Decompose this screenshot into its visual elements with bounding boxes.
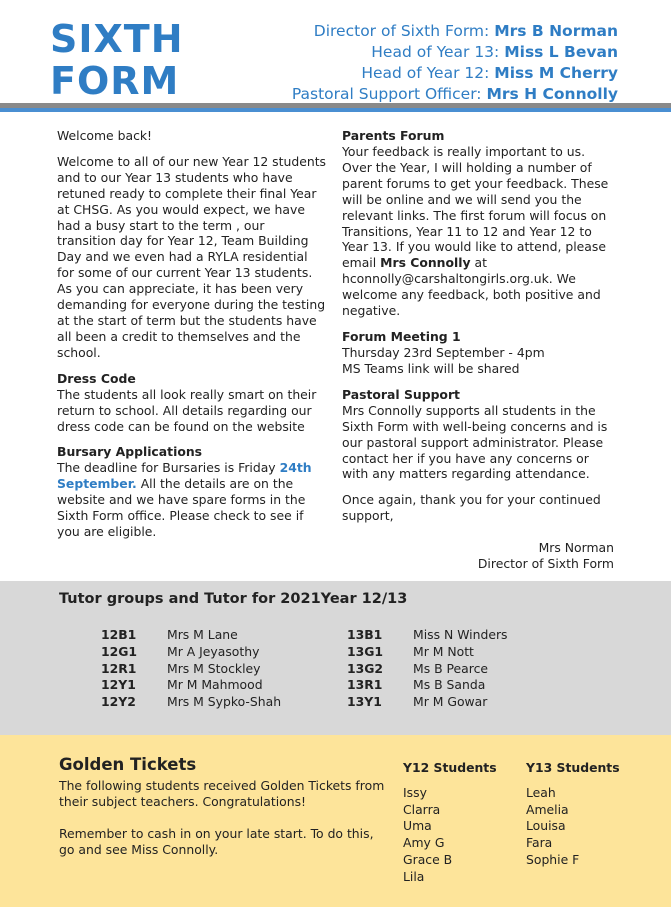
list-item [347, 677, 508, 694]
staff-head-y12 [292, 63, 618, 84]
parents-forum-heading: Parents Forum [342, 128, 445, 143]
list-item: Sophie F [526, 851, 580, 867]
staff-director [292, 21, 618, 42]
staff-role: Head of Year 13: [371, 43, 505, 61]
group-code: 12Y1 [101, 677, 136, 693]
list-item: Clarra [403, 801, 441, 817]
welcome-text: Welcome to all of our new Year 12 students and to our Year 13 students who have retuned ready to complete their final Year at CHSG. As you would expect, we have had a busy start to the term , our transition day for Year 12, Team Building Day and we even had a RYLA residential for some of our current Year 13 students. As you can appreciate, it has been very demanding for everyone during the testing at the start of term but the students have all been a credit to themselves and the school. [57, 153, 327, 360]
tutor-name: Ms B Sanda [413, 677, 486, 693]
group-code: 13Y1 [347, 694, 382, 710]
dress-code-heading: Dress Code [57, 370, 136, 386]
list-item [101, 627, 281, 644]
greeting: Welcome back! [57, 128, 153, 143]
title-line-2: FORM [50, 59, 180, 103]
group-code: 12B1 [101, 627, 137, 642]
staff-name: Mrs H Connolly [486, 85, 618, 103]
tutor-name: Ms B Pearce [413, 660, 489, 676]
list-item: Leah [526, 784, 556, 800]
staff-name: Miss L Bevan [504, 43, 618, 61]
bursary-deadline: 24th September. [57, 460, 312, 492]
y13-heading: Y13 Students [526, 760, 620, 775]
staff-pastoral [292, 84, 618, 105]
header-divider-blue [0, 108, 671, 112]
dress-code-text: The students all look really smart on their return to school. All details regarding our dress code can be found on the website [57, 386, 317, 434]
page-title [50, 18, 184, 102]
list-item: Lila [403, 868, 425, 884]
list-item [101, 677, 281, 694]
group-code: 12R1 [101, 660, 137, 676]
list-item: Uma [403, 818, 432, 834]
tutor-groups-section [0, 581, 671, 735]
parents-text-post: at hconnolly@carshaltongirls.org.uk. We welcome any feedback, both positive and negative. [342, 255, 601, 319]
tutor-name: Mr M Mahmood [167, 677, 263, 693]
list-item [101, 661, 281, 678]
list-item [101, 644, 281, 661]
golden-reminder-text: Remember to cash in on your late start. To do this, go and see Miss Connolly. [59, 826, 374, 857]
signature [342, 540, 614, 572]
list-item: Grace B [403, 851, 453, 867]
golden-tickets-heading: Golden Tickets [59, 755, 197, 774]
staff-name: Mrs B Norman [494, 22, 618, 40]
signature-role: Director of Sixth Form [477, 556, 614, 572]
closing-text: Once again, thank you for your continued support, [342, 492, 601, 524]
list-item [101, 694, 281, 711]
pastoral-heading: Pastoral Support [342, 386, 460, 402]
signature-name: Mrs Norman [538, 540, 614, 556]
group-code: 12G1 [101, 643, 138, 659]
y12-heading: Y12 Students [403, 760, 497, 775]
group-code: 13B1 [347, 627, 383, 642]
list-item: Fara [526, 835, 553, 851]
group-code: 13G1 [347, 643, 384, 659]
list-item [347, 694, 508, 711]
list-item: Issy [403, 784, 427, 800]
y13-students [526, 760, 620, 869]
bursary-heading: Bursary Applications [57, 444, 203, 460]
forum-link-note: MS Teams link will be shared [342, 360, 520, 376]
forum-date: Thursday 23rd September - 4pm [342, 344, 545, 360]
y12-students [403, 760, 497, 886]
left-column [57, 128, 327, 550]
forum-meeting-heading: Forum Meeting 1 [342, 328, 461, 344]
group-code: 13G2 [347, 660, 384, 676]
header [0, 0, 671, 112]
list-item: Amelia [526, 801, 569, 817]
list-item: Amy G [403, 835, 445, 851]
staff-head-y13 [292, 42, 618, 63]
tutor-name: Miss N Winders [413, 627, 508, 642]
staff-role: Pastoral Support Officer: [291, 85, 487, 103]
list-item [347, 627, 508, 644]
bursary-text-pre: The deadline for Bursaries is Friday [57, 460, 280, 476]
forum-meeting-text [342, 345, 614, 377]
parents-forum-text [342, 144, 614, 319]
tutor-name: Mrs M Stockley [167, 660, 261, 676]
golden-tickets-intro [59, 778, 389, 874]
title-line-1: SIXTH [50, 17, 184, 61]
staff-role: Director of Sixth Form: [313, 22, 495, 40]
parents-text-pre: Your feedback is really important to us. Over the Year, I will holding a number of parent forums to get your feedback. These will be online and we will send you the relevant links. The first forum will focus on Transitions, Year 11 to 12 and Year 12 to Year 13. If you would like to attend, please email [342, 144, 609, 271]
staff-role: Head of Year 12: [361, 64, 495, 82]
group-code: 13R1 [347, 677, 383, 693]
pastoral-text: Mrs Connolly supports all students in the Sixth Form with well-being concerns and is our pastoral support administrator. Please contact her if you have any concerns or with any matters regarding attendance. [342, 402, 608, 482]
tutor-name: Mr A Jeyasothy [167, 643, 260, 659]
tutor-name: Mr M Gowar [413, 694, 488, 710]
golden-intro-text: The following students received Golden Tickets from their subject teachers. Congratulations! [59, 778, 385, 809]
right-column [342, 128, 614, 572]
tutor-groups-heading: Tutor groups and Tutor for 2021Year 12/13 [59, 591, 408, 607]
staff-name: Miss M Cherry [494, 64, 618, 82]
golden-tickets-section [0, 735, 671, 907]
tutor-list-y12 [101, 627, 281, 711]
tutor-name: Mrs M Sypko-Shah [167, 694, 282, 710]
contact-name: Mrs Connolly [380, 255, 471, 271]
group-code: 12Y2 [101, 694, 136, 710]
staff-list [292, 21, 618, 105]
bursary-text-post: All the details are on the website and we have spare forms in the Sixth Form office. Please check to see if you are eligible. [57, 476, 306, 540]
tutor-name: Mrs M Lane [167, 627, 238, 642]
list-item: Louisa [526, 818, 566, 834]
list-item [347, 644, 508, 661]
tutor-name: Mr M Nott [413, 643, 474, 659]
bursary-text [57, 460, 327, 540]
list-item [347, 661, 508, 678]
tutor-list-y13 [347, 627, 508, 711]
